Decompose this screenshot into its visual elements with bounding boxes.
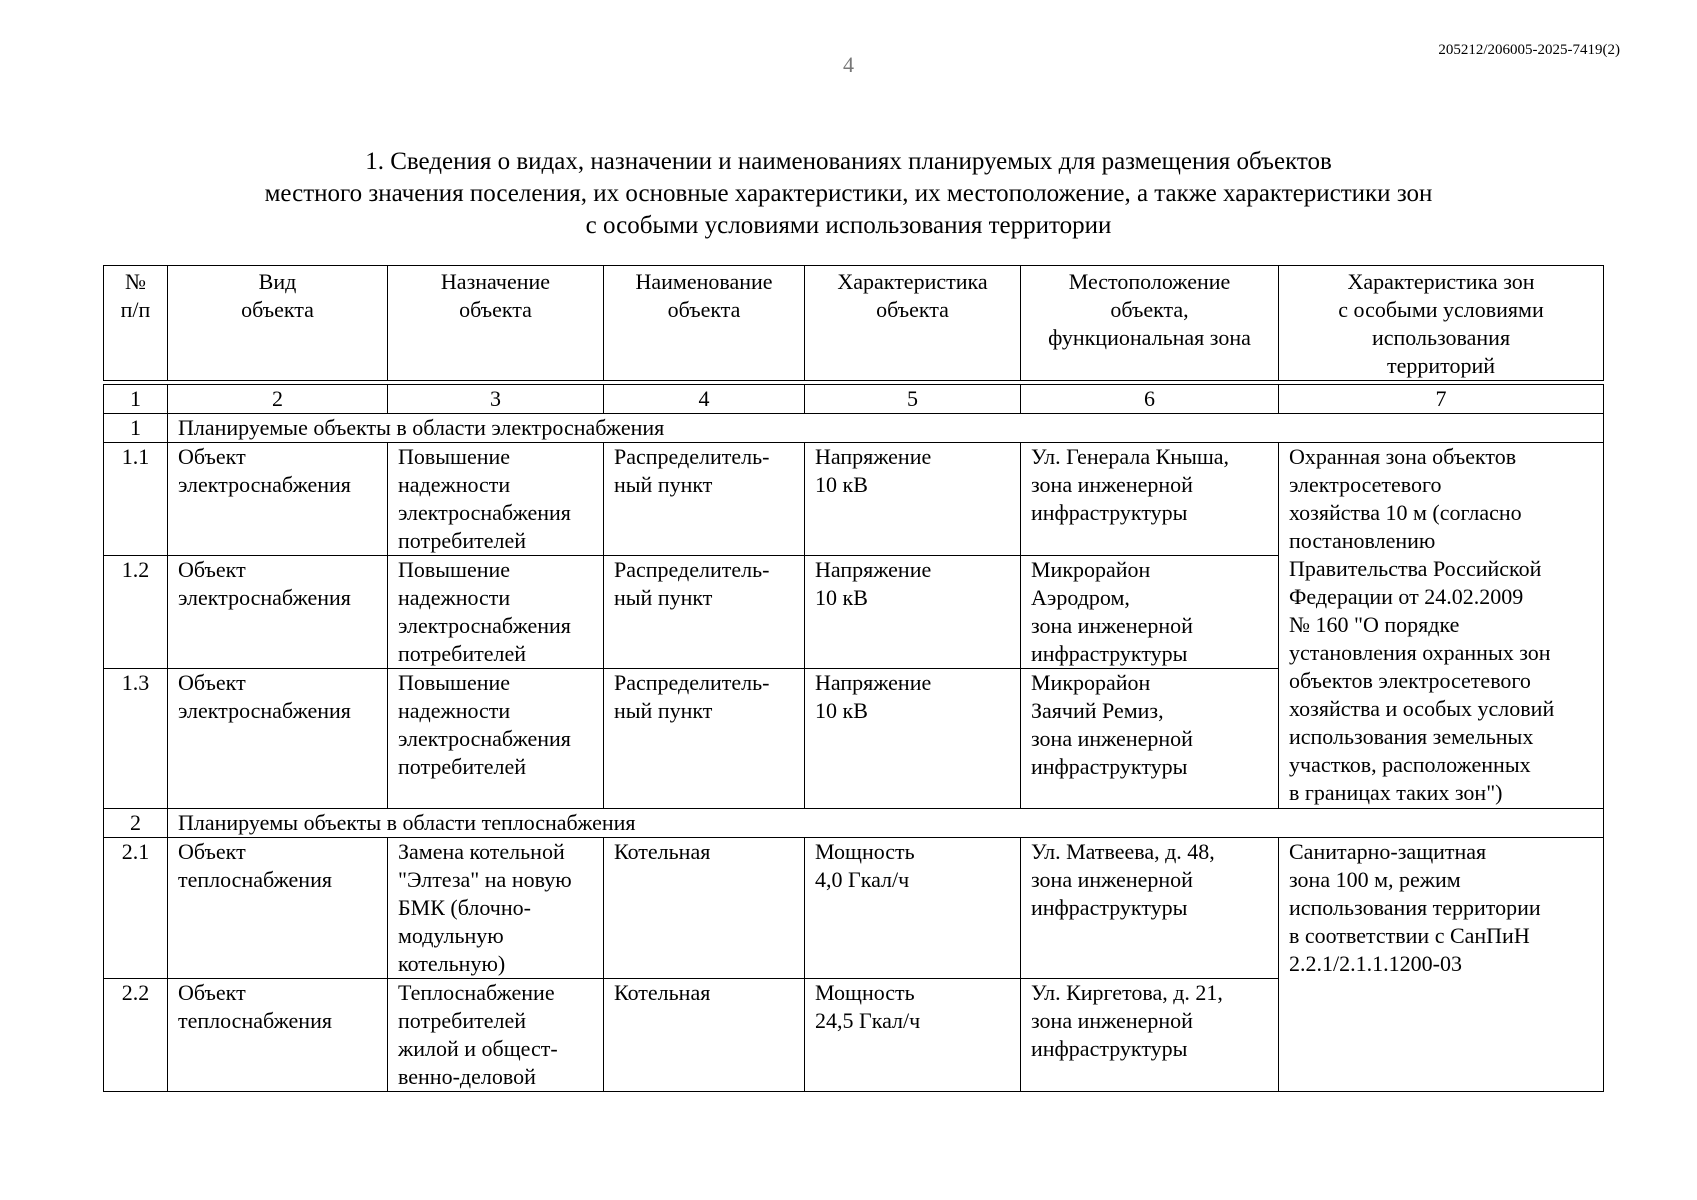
row-number: 1.2 bbox=[104, 556, 168, 669]
object-type: Объект теплоснабжения bbox=[168, 979, 388, 1092]
object-characteristic: Мощность 4,0 Гкал/ч bbox=[805, 838, 1021, 979]
header-name: Наименование объекта bbox=[604, 266, 805, 381]
zone-characteristic: Охранная зона объектов электросетевого хозяйства 10 м (согласно постановлению Правительства Российской Федерации от 24.02.2009 № 160 "О порядке установления охранных зон объектов электросетевого хозяйства и особых условий использования земельных участков, расположенных в границах таких зон") bbox=[1279, 443, 1604, 809]
objects-table bbox=[103, 265, 1604, 1092]
section-number: 1 bbox=[104, 414, 168, 443]
object-name: Распределитель- ный пункт bbox=[604, 556, 805, 669]
header-purpose: Назначение объекта bbox=[388, 266, 604, 381]
object-location: Ул. Киргетова, д. 21, зона инженерной инфраструктуры bbox=[1021, 979, 1279, 1092]
row-number: 2.1 bbox=[104, 838, 168, 979]
table-row bbox=[104, 838, 1604, 979]
object-purpose: Повышение надежности электроснабжения потребителей bbox=[388, 669, 604, 809]
section-title: Планируемые объекты в области электроснабжения bbox=[168, 414, 1604, 443]
row-number: 2.2 bbox=[104, 979, 168, 1092]
title-line: 1. Сведения о видах, назначении и наименованиях планируемых для размещения объектов bbox=[365, 148, 1332, 175]
column-number: 4 bbox=[604, 385, 805, 414]
object-purpose: Повышение надежности электроснабжения потребителей bbox=[388, 443, 604, 556]
object-purpose: Теплоснабжение потребителей жилой и общест- венно-деловой bbox=[388, 979, 604, 1092]
column-number: 2 bbox=[168, 385, 388, 414]
row-number: 1.1 bbox=[104, 443, 168, 556]
document-code: 205212/206005-2025-7419(2) bbox=[1438, 42, 1620, 58]
header-type: Вид объекта bbox=[168, 266, 388, 381]
header-num: № п/п bbox=[104, 266, 168, 381]
section-number: 2 bbox=[104, 809, 168, 838]
object-location: Микрорайон Заячий Ремиз, зона инженерной инфраструктуры bbox=[1021, 669, 1279, 809]
object-location: Ул. Матвеева, д. 48, зона инженерной инфраструктуры bbox=[1021, 838, 1279, 979]
object-location: Микрорайон Аэродром, зона инженерной инфраструктуры bbox=[1021, 556, 1279, 669]
object-characteristic: Напряжение 10 кВ bbox=[805, 443, 1021, 556]
object-location: Ул. Генерала Кныша, зона инженерной инфраструктуры bbox=[1021, 443, 1279, 556]
column-number: 7 bbox=[1279, 385, 1604, 414]
column-number: 6 bbox=[1021, 385, 1279, 414]
column-number: 1 bbox=[104, 385, 168, 414]
object-type: Объект теплоснабжения bbox=[168, 838, 388, 979]
section-row bbox=[104, 809, 1604, 838]
object-type: Объект электроснабжения bbox=[168, 669, 388, 809]
object-purpose: Повышение надежности электроснабжения потребителей bbox=[388, 556, 604, 669]
object-characteristic: Напряжение 10 кВ bbox=[805, 556, 1021, 669]
object-type: Объект электроснабжения bbox=[168, 556, 388, 669]
section-title: Планируемы объекты в области теплоснабжения bbox=[168, 809, 1604, 838]
object-name: Распределитель- ный пункт bbox=[604, 443, 805, 556]
column-number: 5 bbox=[805, 385, 1021, 414]
header-row bbox=[104, 266, 1604, 381]
object-purpose: Замена котельной "Элтеза" на новую БМК (блочно- модульную котельную) bbox=[388, 838, 604, 979]
column-numbers-row bbox=[104, 385, 1604, 414]
page-number: 4 bbox=[843, 52, 854, 77]
header-location: Местоположение объекта, функциональная зона bbox=[1021, 266, 1279, 381]
object-name: Котельная bbox=[604, 838, 805, 979]
document-title bbox=[0, 146, 1697, 242]
object-characteristic: Напряжение 10 кВ bbox=[805, 669, 1021, 809]
column-number: 3 bbox=[388, 385, 604, 414]
header-zone: Характеристика зон с особыми условиями использования территорий bbox=[1279, 266, 1604, 381]
row-number: 1.3 bbox=[104, 669, 168, 809]
zone-characteristic: Санитарно-защитная зона 100 м, режим использования территории в соответствии с СанПиН 2.2.1/2.1.1.1200-03 bbox=[1279, 838, 1604, 1092]
section-row bbox=[104, 414, 1604, 443]
title-line: местного значения поселения, их основные характеристики, их местоположение, а также характеристики зон bbox=[264, 180, 1433, 207]
object-name: Распределитель- ный пункт bbox=[604, 669, 805, 809]
object-type: Объект электроснабжения bbox=[168, 443, 388, 556]
table-row bbox=[104, 443, 1604, 556]
object-characteristic: Мощность 24,5 Гкал/ч bbox=[805, 979, 1021, 1092]
header-characteristic: Характеристика объекта bbox=[805, 266, 1021, 381]
object-name: Котельная bbox=[604, 979, 805, 1092]
title-line: с особыми условиями использования территории bbox=[585, 212, 1112, 239]
